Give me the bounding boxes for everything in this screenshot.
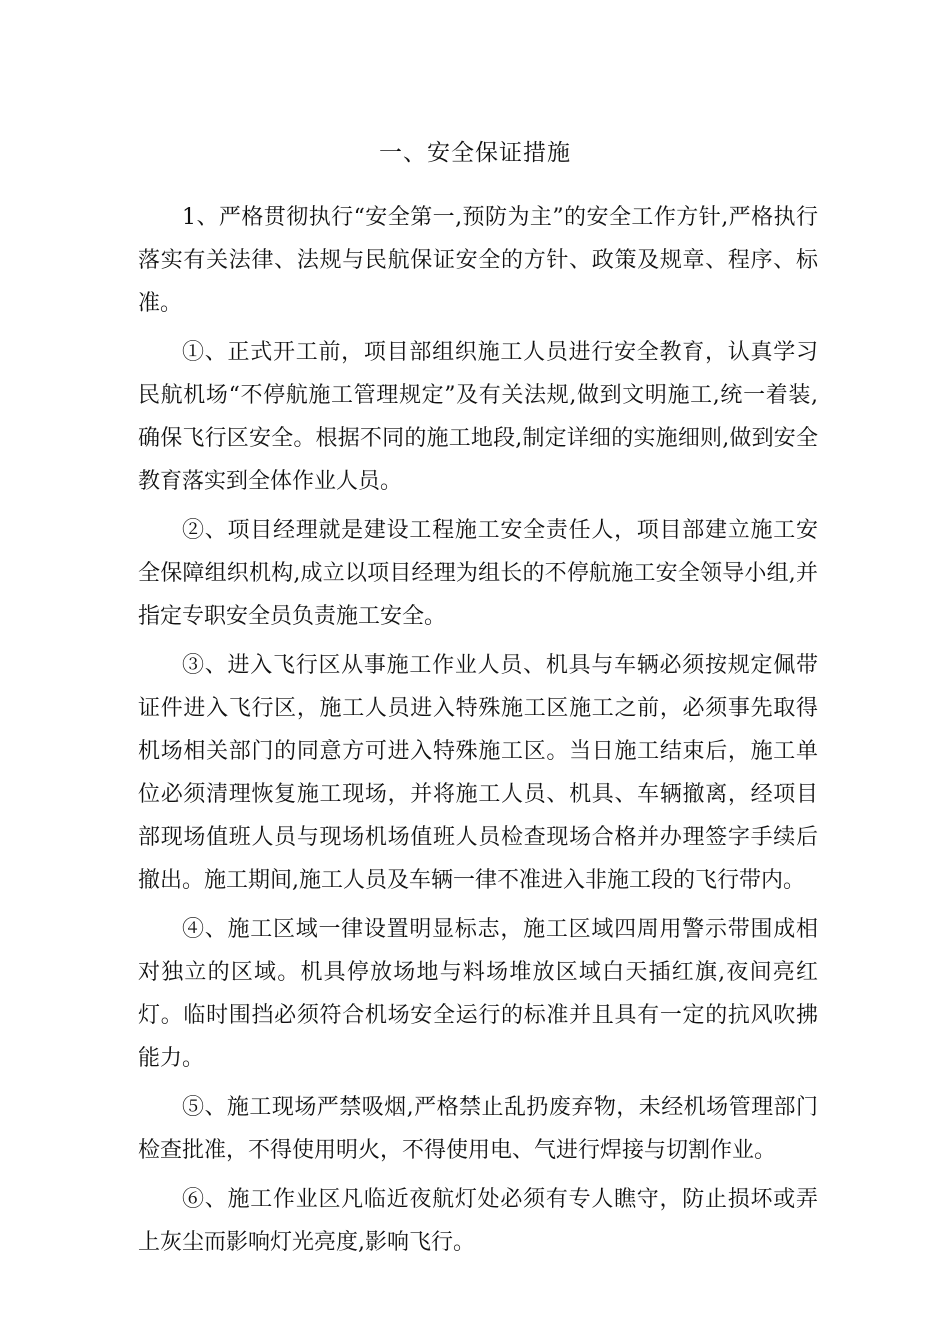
paragraph-item-4: ④、施工区域一律设置明显标志，施工区域四周用警示带围成相对独立的区域。机具停放场地与料场堆放区域白天插红旗,夜间亮红灯。临时围挡必须符合机场安全运行的标准并且具有一定的抗风吹拂能力。	[138, 917, 818, 1071]
paragraph-item-1: ①、正式开工前，项目部组织施工人员进行安全教育，认真学习民航机场“不停航施工管理规定”及有关法规,做到文明施工,统一着装,确保飞行区安全。根据不同的施工地段,制定详细的实施细则,做到安全教育落实到全体作业人员。	[138, 340, 818, 494]
paragraph-item-5: ⑤、施工现场严禁吸烟,严格禁止乱扔废弃物，未经机场管理部门检查批准，不得使用明火，不得使用电、气进行焊接与切割作业。	[138, 1095, 818, 1163]
section-title: 一、安全保证措施	[379, 140, 571, 166]
paragraph-item-6: ⑥、施工作业区凡临近夜航灯处必须有专人瞧守，防止损坏或弄上灰尘而影响灯光亮度,影响飞行。	[138, 1187, 818, 1255]
paragraph-item-3: ③、进入飞行区从事施工作业人员、机具与车辆必须按规定佩带证件进入飞行区，施工人员进入特殊施工区施工之前，必须事先取得机场相关部门的同意方可进入特殊施工区。当日施工结束后，施工单位必须清理恢复施工现场，并将施工人员、机具、车辆撤离，经项目部现场值班人员与现场机场值班人员检查现场合格并办理签字手续后撤出。施工期间,施工人员及车辆一律不准进入非施工段的飞行带内。	[138, 653, 818, 893]
document-body	[138, 196, 818, 1270]
paragraph-item-2: ②、项目经理就是建设工程施工安全责任人，项目部建立施工安全保障组织机构,成立以项目经理为组长的不停航施工安全领导小组,并指定专职安全员负责施工安全。	[138, 518, 818, 629]
paragraph-policy: 1、严格贯彻执行“安全第一,预防为主”的安全工作方针,严格执行落实有关法律、法规与民航保证安全的方针、政策及规章、程序、标准。	[138, 205, 818, 316]
